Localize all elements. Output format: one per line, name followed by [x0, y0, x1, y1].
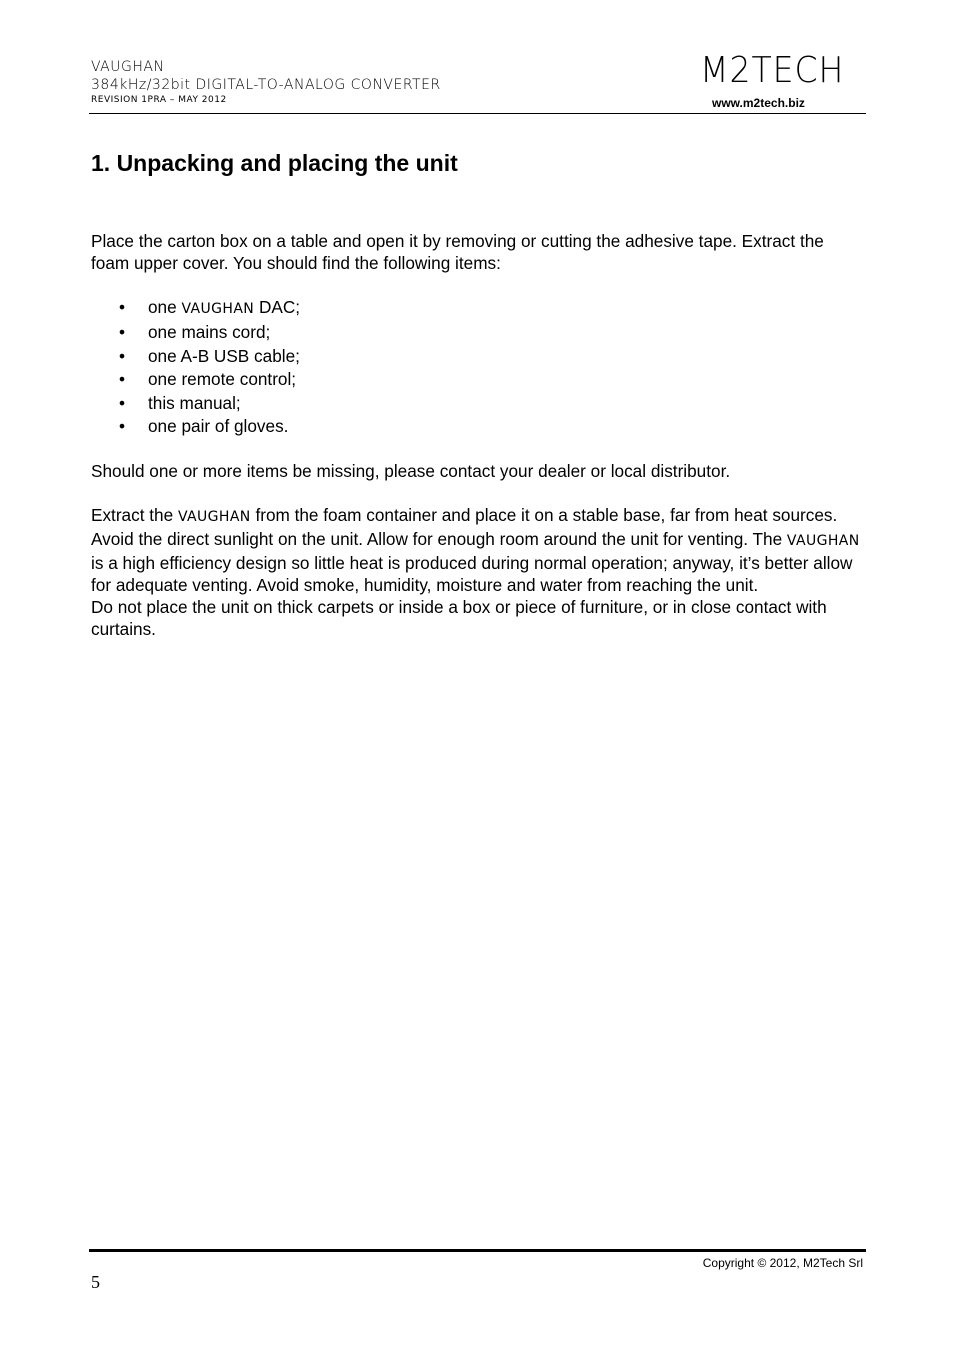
page-header	[91, 58, 441, 106]
list-item: • one VAUGHAN DAC;	[91, 296, 866, 321]
main-content	[91, 230, 866, 640]
brand-name: VAUGHAN	[786, 533, 860, 550]
list-item: • this manual;	[91, 392, 866, 415]
brand-name: VAUGHAN	[181, 301, 255, 317]
list-item: • one remote control;	[91, 368, 866, 391]
footer-divider	[89, 1249, 866, 1252]
missing-items-paragraph: Should one or more items be missing, please contact your dealer or local distributor.	[91, 461, 731, 482]
header-revision: REVISION 1PRA – MAY 2012	[91, 95, 227, 105]
header-divider	[89, 113, 866, 114]
brand-logo: M2TECH	[700, 50, 845, 91]
bullet-icon: •	[119, 392, 126, 413]
intro-paragraph: Place the carton box on a table and open it by removing or cutting the adhesive tape. Extract the foam upper cover. You should find the following items:	[91, 231, 824, 273]
bullet-icon: •	[119, 345, 126, 366]
header-subtitle: 384kHz/32bit DIGITAL-TO-ANALOG CONVERTER	[91, 77, 441, 93]
list-item: • one mains cord;	[91, 321, 866, 344]
list-item: • one A-B USB cable;	[91, 345, 866, 368]
carpets-paragraph: Do not place the unit on thick carpets or inside a box or piece of furniture, or in close contact with curtains.	[91, 597, 827, 640]
section-title: 1. Unpacking and placing the unit	[91, 150, 458, 176]
header-website: www.m2tech.biz	[712, 96, 805, 110]
footer-copyright: Copyright © 2012, M2Tech Srl	[702, 1256, 863, 1270]
items-list	[91, 296, 866, 438]
bullet-icon: •	[119, 297, 126, 317]
placement-paragraph: Extract the VAUGHAN from the foam container and place it on a stable base, far from heat sources. Avoid the direct sunlight on the unit. Allow for enough room around the unit for venting. The VAUGHAN is a high efficiency design so little heat is produced during normal operation; anyway, it’s better allow for adequate venting. Avoid smoke, humidity, moisture and water from reaching the unit.	[91, 505, 860, 596]
bullet-icon: •	[119, 416, 126, 437]
header-product: VAUGHAN	[91, 59, 165, 75]
list-item: • one pair of gloves.	[91, 415, 866, 438]
page-number: 5	[91, 1272, 100, 1292]
bullet-icon: •	[119, 322, 126, 343]
brand-name: VAUGHAN	[177, 509, 251, 526]
bullet-icon: •	[119, 369, 126, 390]
